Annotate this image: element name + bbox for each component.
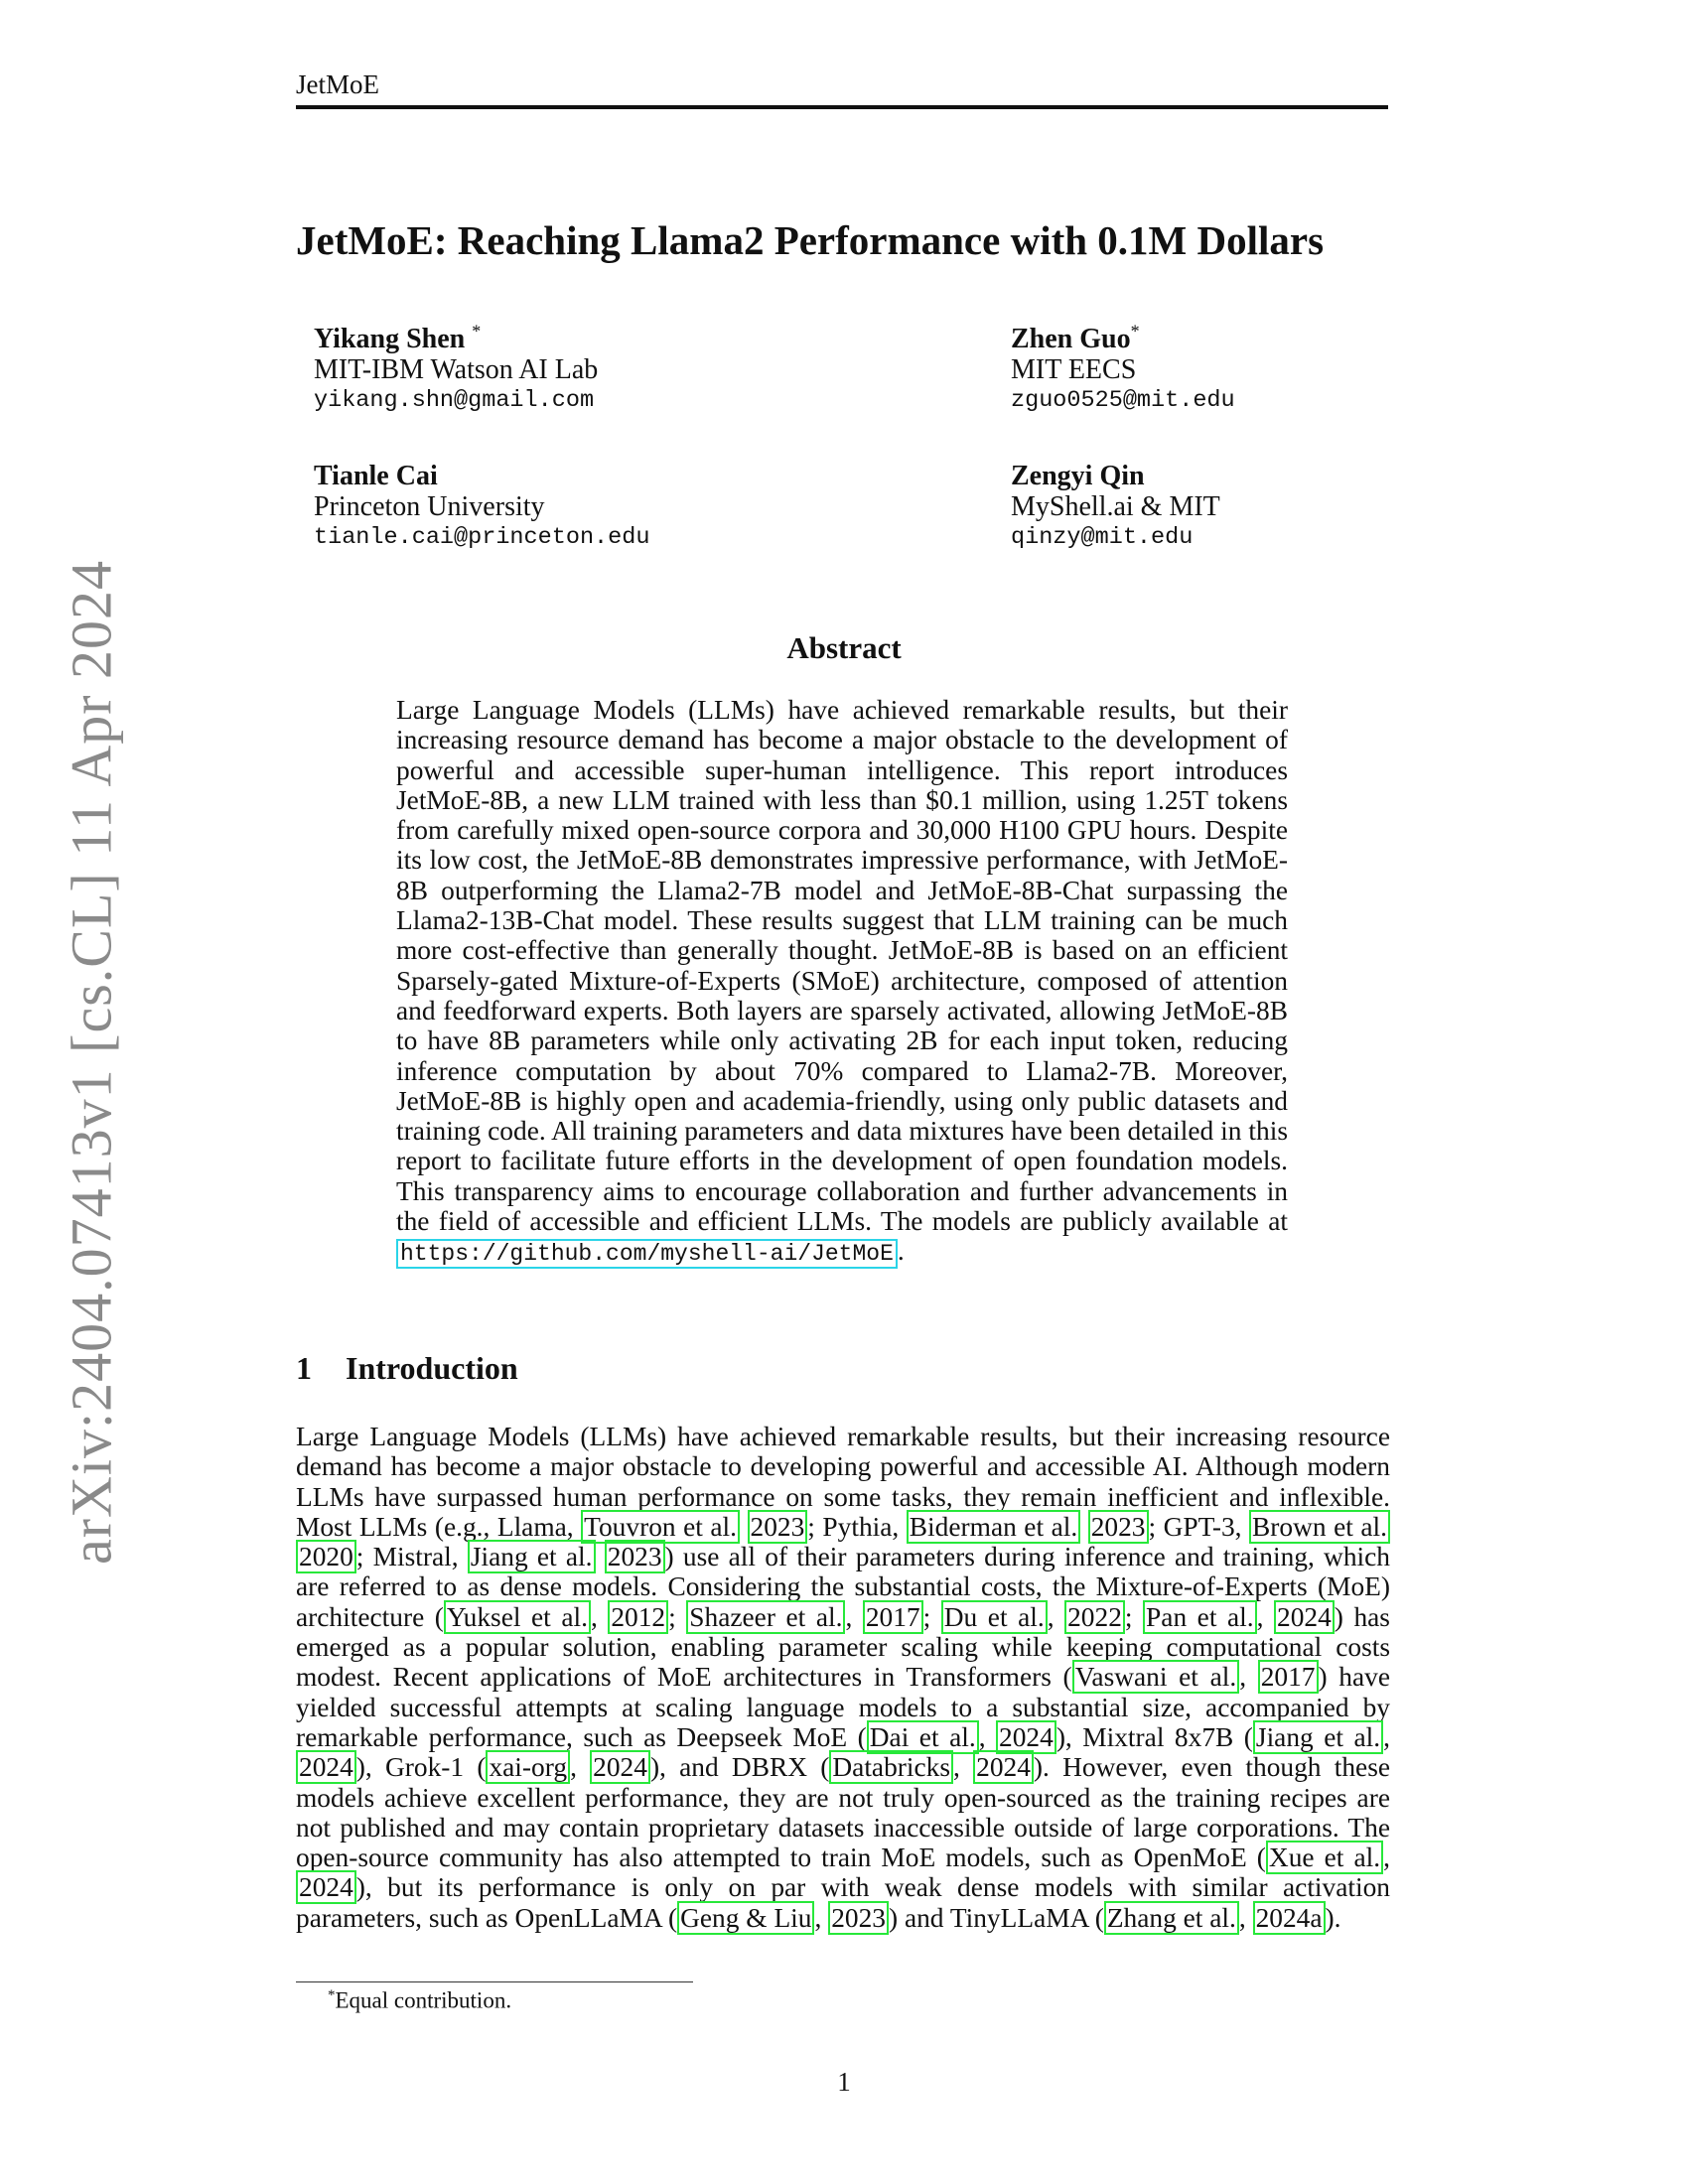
section-heading [296,1350,518,1387]
citation-link[interactable]: Brown et al. [1249,1510,1390,1544]
citation-link[interactable]: 2024 [296,1750,356,1784]
body-text: ). [1325,1902,1341,1933]
body-text: ) have yielded successful attempts at scaling language models to a substantial size, accompanied by remarkable performance, such as Deepseek MoE ( [296,1662,1390,1752]
citation-link[interactable]: Dai et al. [867,1720,979,1754]
body-text: ; [922,1601,941,1632]
author-block [1011,461,1220,553]
body-text: ), but its performance is only on par with weak dense models with similar activation parameters, such as OpenLLaMA ( [296,1872,1390,1933]
citation-link[interactable]: 2023 [748,1510,808,1544]
citation-link[interactable]: Pan et al. [1143,1600,1257,1634]
body-text: ). However, even though these models achieve excellent performance, they are not truly open-sourced as the training recipes are not published and may contain proprietary datasets inaccessible outside of large corporations. The open-source community has also attempted to train MoE models, such as OpenMoE ( [296,1752,1391,1873]
abstract-text: Large Language Models (LLMs) have achieved remarkable results, but their increasing resource demand has become a major obstacle to the development of powerful and accessible super-human intelligence. This report introduces JetMoE-8B, a new LLM trained with less than $0.1 million, using 1.25T tokens from carefully mixed open-source corpora and 30,000 H100 GPU hours. Despite its low cost, the JetMoE-8B demonstrates impressive performance, with JetMoE-8B outperforming the Llama2-7B model and JetMoE-8B-Chat surpassing the Llama2-13B-Chat model. These results suggest that LLM training can be much more cost-effective than generally thought. JetMoE-8B is based on an efficient Sparsely-gated Mixture-of-Experts (SMoE) architecture, composed of attention and feedforward experts. Both layers are sparsely activated, allowing JetMoE-8B to have 8B parameters while only activating 2B for each input token, reducing inference computation by about 70% compared to Llama2-7B. Moreover, JetMoE-8B is highly open and academia-friendly, using only public datasets and training code. All training parameters and data mixtures have been detailed in this report to facilitate future efforts in the development of open foundation models. This transparency aims to encourage collaboration and further advancements in the field of accessible and efficient LLMs. The models are publicly available at https://github.com/myshell-ai/JetMoE . [396,695,1288,1268]
body-text: , [1383,1721,1390,1752]
author-name: Tianle Cai [314,461,438,491]
citation-link[interactable]: Databricks [829,1750,953,1784]
author-affiliation: MIT-IBM Watson AI Lab [314,354,599,385]
body-text: , [570,1752,591,1783]
author-block [1011,321,1235,416]
citation-link[interactable]: Yuksel et al. [444,1600,591,1634]
paper-title: JetMoE: Reaching Llama2 Performance with 0.1M Dollars [296,217,1325,263]
body-text: ; GPT-3, [1148,1511,1250,1542]
citation-link[interactable]: Geng & Liu [677,1901,814,1935]
citation-link[interactable]: Touvron et al. [581,1510,740,1544]
body-text: , [1383,1843,1390,1873]
body-text: ) and TinyLLaMA ( [888,1902,1104,1933]
citation-link[interactable]: 2023 [1088,1510,1149,1544]
body-text: ; [668,1601,687,1632]
body-text: Large Language Models (LLMs) have achieved remarkable results, but their increasing resource demand has become a major obstacle to developing powerful and accessible AI. Although modern LLMs have surpassed human performance on some tasks, they remain inefficient and inflexible. Most LLMs (e.g., Llama, [296,1422,1390,1542]
body-text: , [1238,1902,1253,1933]
citation-link[interactable]: 2023 [605,1540,665,1573]
body-text: , [590,1601,609,1632]
author-affiliation: MIT EECS [1011,354,1137,385]
body-text [1080,1512,1088,1542]
citation-link[interactable]: Jiang et al. [1253,1720,1383,1754]
abstract-heading: Abstract [786,630,902,665]
citation-link[interactable]: 2020 [296,1540,356,1573]
footnote: *Equal contribution. [328,1987,512,2013]
body-text [740,1512,748,1542]
body-text: ), Grok-1 ( [355,1752,487,1783]
author-block [314,321,599,416]
header-rule [296,105,1388,109]
citation-link[interactable]: Jiang et al. [468,1540,596,1573]
citation-link[interactable]: 2024 [590,1750,650,1784]
author-name: Yikang Shen * [314,321,482,354]
author-email[interactable]: tianle.cai@princeton.edu [314,524,650,551]
citation-link[interactable]: Du et al. [941,1600,1048,1634]
author-name: Zhen Guo* [1011,321,1140,354]
author-block [314,461,649,553]
running-header: JetMoE [296,69,379,99]
body-text: , [1239,1662,1258,1693]
body-text: ), Mixtral 8x7B ( [1055,1721,1253,1752]
citation-link[interactable]: 2017 [863,1600,923,1634]
citation-link[interactable]: 2024 [1274,1600,1335,1634]
page-number: 1 [837,2067,851,2097]
body-text: ) use all of their parameters during inference and training, which are referred to as dense models. Considering the substantial costs, the Mixture-of-Experts (MoE) architecture ( [296,1542,1390,1632]
citation-link[interactable]: 2024 [973,1750,1034,1784]
section-number: 1 [296,1350,312,1386]
author-email[interactable]: qinzy@mit.edu [1011,524,1194,551]
citation-link[interactable]: Zhang et al. [1104,1901,1239,1935]
body-text: ), and DBRX ( [649,1752,830,1783]
author-email[interactable]: zguo0525@mit.edu [1011,387,1235,414]
body-text [596,1542,605,1571]
author-affiliation: MyShell.ai & MIT [1011,491,1220,522]
arxiv-stamp: arXiv:2404.07413v1 [cs.CL] 11 Apr 2024 [59,559,124,1566]
citation-link[interactable]: 2012 [608,1600,668,1634]
citation-link[interactable]: 2023 [828,1901,889,1935]
repo-link[interactable]: https://github.com/myshell-ai/JetMoE [396,1239,898,1269]
citation-link[interactable]: 2024a [1253,1901,1326,1935]
author-email[interactable]: yikang.shn@gmail.com [314,387,595,414]
section-title: Introduction [346,1350,518,1386]
body-text: ) has emerged as a popular solution, enabling parameter scaling while keeping computational costs modest. Recent applications of MoE architectures in Transformers ( [296,1601,1390,1693]
intro-paragraph [296,1422,1390,1933]
citation-link[interactable]: Biderman et al. [907,1510,1080,1544]
footnote-rule [296,1981,693,1982]
body-text: , [1256,1601,1274,1632]
body-text: , [978,1721,997,1752]
citation-link[interactable]: 2022 [1064,1600,1125,1634]
author-affiliation: Princeton University [314,491,545,522]
body-text: , [953,1752,974,1783]
body-text: ; [1124,1601,1144,1632]
citation-link[interactable]: xai-org [486,1750,570,1784]
body-text: , [845,1601,863,1632]
citation-link[interactable]: 2024 [296,1870,356,1904]
citation-link[interactable]: Xue et al. [1266,1841,1383,1874]
body-text: , [814,1902,829,1933]
body-text: ; Mistral, [355,1542,468,1572]
body-text: ; Pythia, [807,1511,907,1542]
author-name: Zengyi Qin [1011,461,1145,491]
citation-link[interactable]: Shazeer et al. [686,1600,845,1634]
citation-link[interactable]: Vaswani et al. [1072,1660,1240,1694]
citation-link[interactable]: 2024 [996,1720,1056,1754]
body-text: , [1047,1601,1065,1632]
citation-link[interactable]: 2017 [1258,1660,1319,1694]
